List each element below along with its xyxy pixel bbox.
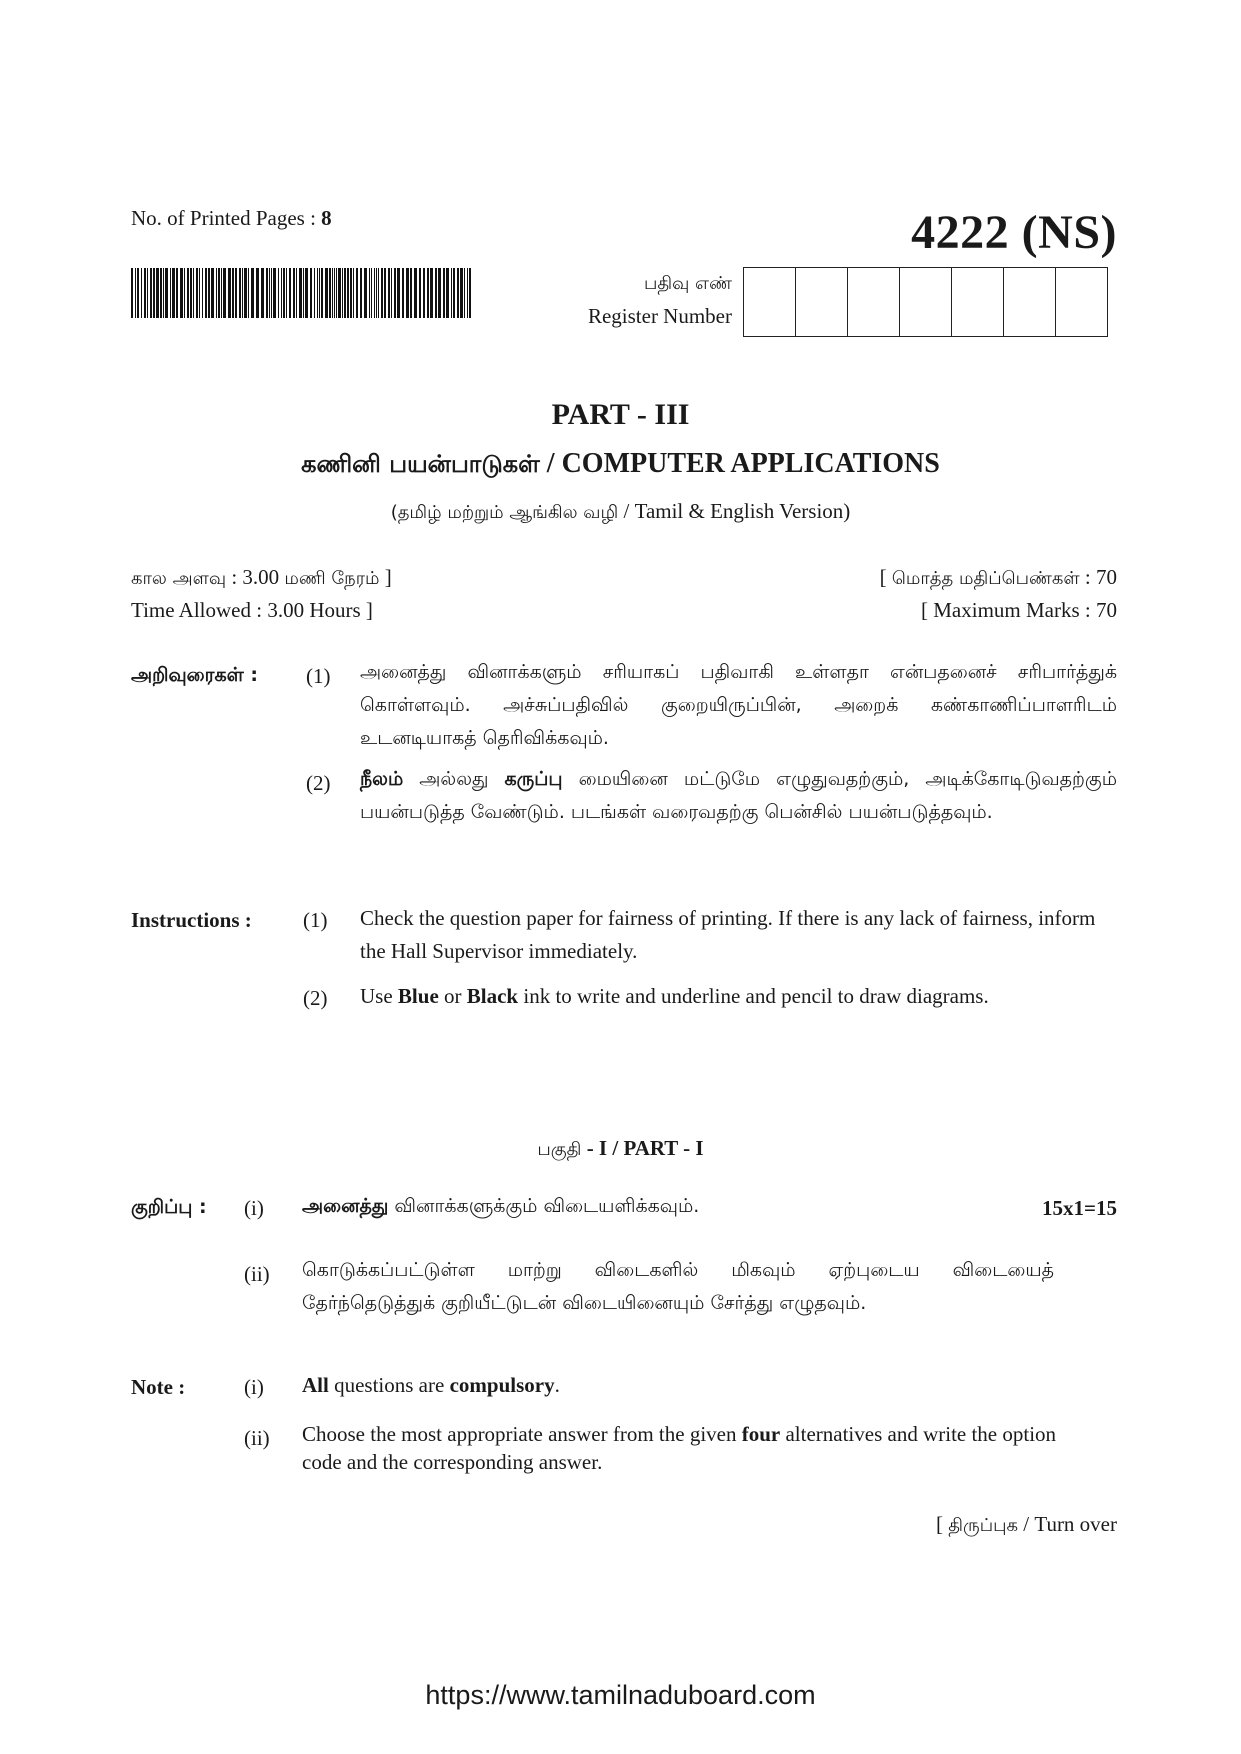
time-allowed-tamil: கால அளவு : 3.00 மணி நேரம் ] xyxy=(131,565,392,589)
item-number: (2) xyxy=(303,986,328,1010)
register-digit-box[interactable] xyxy=(744,268,796,336)
part-title: PART - III xyxy=(551,398,690,431)
register-digit-box[interactable] xyxy=(796,268,848,336)
register-label-tamil: பதிவு எண் xyxy=(643,273,732,294)
instruction-tamil-2: நீலம் அல்லது கருப்பு மையினை மட்டுமே எழுதுவதற்கும், அடிக்கோடிடுவதற்கும் பயன்படுத்த வேண்டும். படங்கள் வரைவதற்கு பென்சில் பயன்படுத்தவும். xyxy=(360,768,1117,823)
website-url[interactable]: https://www.tamilnaduboard.com xyxy=(425,1680,816,1710)
item-number: (1) xyxy=(303,908,328,932)
turn-over: [ திருப்புக / Turn over xyxy=(936,1512,1117,1536)
part-one-heading: பகுதி - I / PART - I xyxy=(537,1136,704,1160)
register-digit-box[interactable] xyxy=(952,268,1004,336)
subject-english: COMPUTER APPLICATIONS xyxy=(561,448,940,479)
section-marks: 15x1=15 xyxy=(1042,1196,1117,1220)
item-number: (ii) xyxy=(244,1262,270,1286)
register-number-boxes[interactable] xyxy=(743,267,1108,337)
note-english-label: Note : xyxy=(131,1375,186,1399)
instruction-english-2: Use Blue or Black ink to write and underline and pencil to draw diagrams. xyxy=(360,984,989,1008)
note-tamil-1: அனைத்து வினாக்களுக்கும் விடையளிக்கவும். xyxy=(302,1195,700,1217)
barcode-image xyxy=(131,268,471,318)
subject-title: கணினி பயன்பாடுகள் / COMPUTER APPLICATIONS xyxy=(301,448,940,479)
note-tamil-2: கொடுக்கப்பட்டுள்ள மாற்று விடைகளில் மிகவும் ஏற்புடைய விடையைத் தேர்ந்தெடுத்துக் குறியீட்டுடன் விடையினையும் சேர்த்து எழுதவும். xyxy=(302,1259,1054,1314)
max-marks-english: [ Maximum Marks : 70 xyxy=(921,598,1117,622)
printed-pages: No. of Printed Pages : 8 xyxy=(131,206,332,230)
register-digit-box[interactable] xyxy=(848,268,900,336)
register-digit-box[interactable] xyxy=(1056,268,1107,336)
instructions-english-label: Instructions : xyxy=(131,908,252,932)
item-number: (i) xyxy=(244,1375,264,1399)
instructions-tamil-label: அறிவுரைகள் : xyxy=(131,664,258,686)
item-number: (ii) xyxy=(244,1426,270,1450)
paper-code: 4222 (NS) xyxy=(911,206,1117,259)
note-tamil-label: குறிப்பு : xyxy=(131,1196,207,1218)
medium-version: (தமிழ் மற்றும் ஆங்கில வழி / Tamil & English Version) xyxy=(390,499,851,523)
max-marks-tamil: [ மொத்த மதிப்பெண்கள் : 70 xyxy=(879,565,1117,589)
printed-pages-value: 8 xyxy=(321,206,332,230)
register-digit-box[interactable] xyxy=(900,268,952,336)
item-number: (1) xyxy=(306,664,331,688)
instruction-tamil-1: அனைத்து வினாக்களும் சரியாகப் பதிவாகி உள்ளதா என்பதனைச் சரிபார்த்துக் கொள்ளவும். அச்சுப்பதிவில் குறையிருப்பின், அறைக் கண்காணிப்பாளரிடம் உடனடியாகத் தெரிவிக்கவும். xyxy=(360,661,1117,749)
register-digit-box[interactable] xyxy=(1004,268,1056,336)
instruction-english-1: Check the question paper for fairness of printing. If there is any lack of fairness, inform the Hall Supervisor immediately. xyxy=(360,906,1096,963)
time-allowed-english: Time Allowed : 3.00 Hours ] xyxy=(131,598,373,622)
register-label-english: Register Number xyxy=(587,304,732,328)
note-english-1: All questions are compulsory. xyxy=(302,1373,560,1397)
register-number-label xyxy=(520,268,732,332)
subject-tamil: கணினி பயன்பாடுகள் xyxy=(301,450,540,478)
note-english-2: Choose the most appropriate answer from the given four alternatives and write the option code and the corresponding answer. xyxy=(302,1422,1057,1474)
item-number: (i) xyxy=(244,1196,264,1220)
item-number: (2) xyxy=(306,771,331,795)
